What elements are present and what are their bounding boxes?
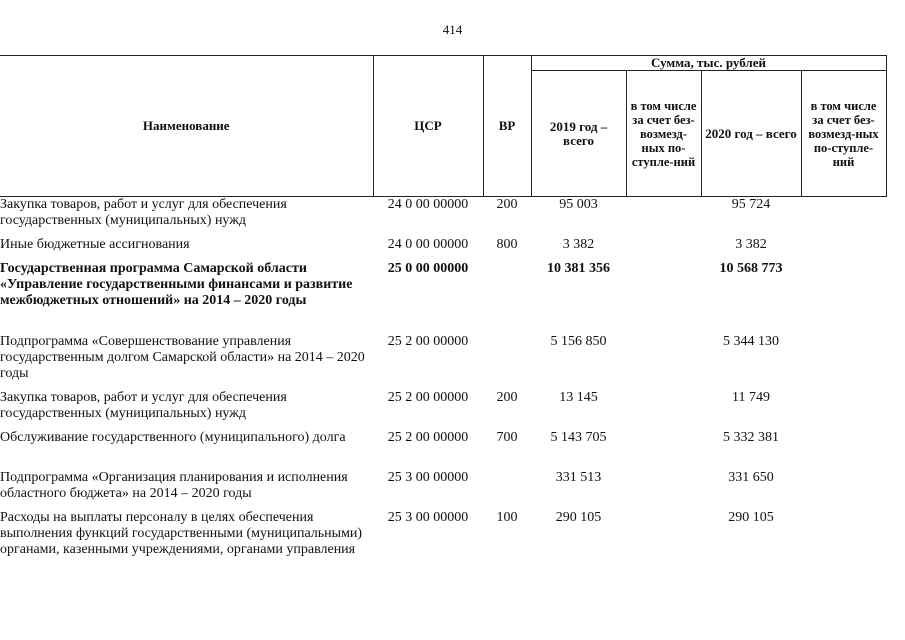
row-2019-grants [626, 261, 701, 334]
row-2020-grants [801, 197, 886, 238]
row-2019-grants [626, 334, 701, 390]
row-csr: 24 0 00 00000 [387, 197, 469, 212]
row-2019-grants [626, 237, 701, 261]
row-name: Расходы на выплаты персоналу в целях обеспечения выполнения функций государственными (муниципальными) органами, казенными учреждениями, органами управления [0, 510, 363, 557]
row-vr: 700 [496, 430, 518, 445]
header-vr: ВР [483, 56, 531, 197]
row-vr: 200 [496, 390, 518, 405]
row-vr [483, 334, 531, 390]
table-row [0, 334, 886, 390]
row-2019-grants [626, 510, 701, 580]
row-2019-total: 331 513 [555, 470, 602, 485]
table-row [0, 510, 886, 580]
table-row [0, 430, 886, 470]
row-2019-total: 290 105 [555, 510, 602, 525]
table-row [0, 390, 886, 430]
row-vr: 100 [496, 510, 518, 525]
table-header [0, 56, 886, 197]
row-2020-total: 290 105 [728, 510, 774, 525]
row-csr: 25 2 00 00000 [387, 390, 469, 405]
row-vr: 200 [496, 197, 518, 212]
row-csr: 25 2 00 00000 [387, 334, 469, 349]
row-2020-grants [801, 237, 886, 261]
table-row [0, 261, 886, 334]
row-2020-total: 95 724 [731, 197, 771, 212]
row-csr: 25 3 00 00000 [387, 470, 469, 485]
row-name: Подпрограмма «Организация планирования и исполнения областного бюджета» на 2014 – 2020 годы [0, 470, 348, 501]
row-2020-total: 5 344 130 [723, 334, 779, 349]
row-2020-grants [801, 470, 886, 510]
row-2019-total: 13 145 [559, 390, 598, 405]
header-2019-grants: в том числе за счет без-возмезд-ных по-ступле-ний [626, 71, 701, 197]
header-csr: ЦСР [373, 56, 483, 197]
row-csr: 25 2 00 00000 [387, 430, 469, 445]
row-name: Подпрограмма «Совершенствование управления государственным долгом Самарской области» на 2014 – 2020 годы [0, 334, 365, 381]
table-row [0, 470, 886, 510]
row-2020-total: 3 382 [735, 237, 767, 252]
header-sum-title: Сумма, тыс. рублей [531, 56, 886, 71]
row-2020-grants [801, 510, 886, 580]
row-vr: 800 [496, 237, 518, 252]
header-name: Наименование [0, 56, 373, 197]
row-2019-grants [626, 470, 701, 510]
table-row [0, 197, 886, 238]
header-2020-grants: в том числе за счет без-возмезд-ных по-ступле-ний [801, 71, 886, 197]
row-2020-total: 10 568 773 [719, 261, 783, 276]
row-2020-total: 5 332 381 [723, 430, 779, 445]
table-body [0, 197, 886, 581]
row-csr: 25 0 00 00000 [387, 261, 469, 276]
row-2020-grants [801, 261, 886, 334]
header-2019-total: 2019 год – всего [531, 71, 626, 197]
row-2019-total: 5 156 850 [550, 334, 607, 349]
row-2020-total: 331 650 [728, 470, 774, 485]
row-2020-grants [801, 390, 886, 430]
row-2019-total: 95 003 [559, 197, 598, 212]
row-2019-total: 5 143 705 [550, 430, 607, 445]
row-vr [483, 470, 531, 510]
row-name: Закупка товаров, работ и услуг для обеспечения государственных (муниципальных) нужд [0, 390, 287, 421]
header-2020-total: 2020 год – всего [701, 71, 801, 197]
page-number: 414 [442, 22, 463, 37]
row-2019-grants [626, 197, 701, 238]
row-csr: 24 0 00 00000 [387, 237, 469, 252]
budget-table [0, 55, 887, 580]
row-2019-total: 3 382 [562, 237, 595, 252]
row-csr: 25 3 00 00000 [387, 510, 469, 525]
row-name: Обслуживание государственного (муниципального) долга [0, 430, 346, 445]
row-name: Государственная программа Самарской области «Управление государственными финансами и развитие межбюджетных отношений» на 2014 – 2020 годы [0, 261, 353, 308]
row-vr [483, 261, 531, 334]
row-2020-grants [801, 430, 886, 470]
row-2020-total: 11 749 [732, 390, 770, 405]
row-2019-total: 10 381 356 [547, 261, 610, 276]
table-row [0, 237, 886, 261]
row-2020-grants [801, 334, 886, 390]
row-2019-grants [626, 430, 701, 470]
row-name: Иные бюджетные ассигнования [0, 237, 190, 252]
row-name: Закупка товаров, работ и услуг для обеспечения государственных (муниципальных) нужд [0, 197, 287, 228]
row-2019-grants [626, 390, 701, 430]
